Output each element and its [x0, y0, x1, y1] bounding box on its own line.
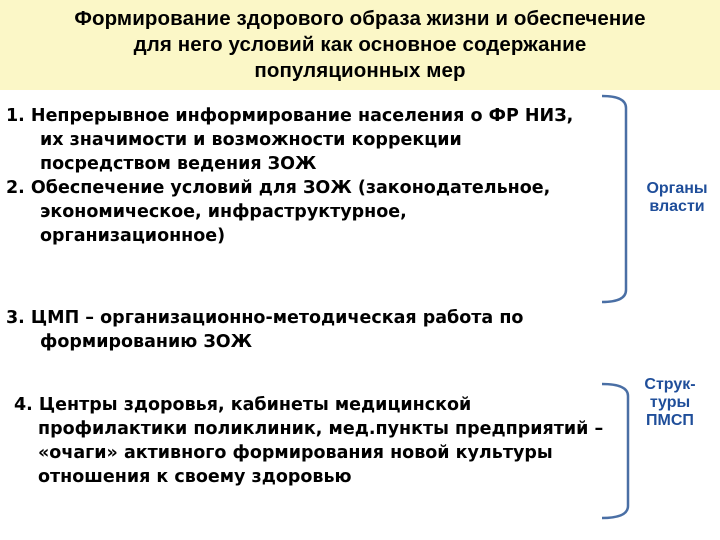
item-1-line-3: посредством ведения ЗОЖ	[40, 154, 317, 174]
authorities-label	[634, 180, 720, 216]
title-line-1: Формирование здорового образа жизни и обеспечение	[74, 7, 646, 30]
list-item-1	[6, 104, 573, 176]
list-item-2	[6, 176, 550, 248]
item-2-line-3: организационное)	[40, 226, 226, 246]
authorities-label-line-2: власти	[649, 198, 705, 215]
item-4-line-3: «очаги» активного формирования новой культуры	[38, 443, 553, 463]
item-4-line-4: отношения к своему здоровью	[38, 467, 352, 487]
list-item-3	[6, 306, 523, 354]
structures-label-line-2: туры	[649, 394, 691, 411]
structures-label-line-3: ПМСП	[646, 412, 694, 429]
list-item-4	[14, 393, 603, 489]
item-3-line-1: 3. ЦМП – организационно-методическая работа по	[6, 308, 524, 328]
title-line-2: для него условий как основное содержание	[133, 33, 587, 56]
item-1-line-1: 1. Непрерывное информирование населения о ФР НИЗ,	[6, 106, 574, 126]
item-4-line-2: профилактики поликлиник, мед.пункты предприятий –	[38, 419, 604, 439]
structures-label-line-1: Струк-	[644, 376, 696, 393]
structures-label	[630, 376, 710, 430]
title-box	[0, 0, 720, 90]
title-line-3: популяционных мер	[254, 59, 466, 82]
item-1-line-2: их значимости и возможности коррекции	[40, 130, 462, 150]
item-2-line-1: 2. Обеспечение условий для ЗОЖ (законодательное,	[6, 178, 551, 198]
authorities-label-line-1: Органы	[646, 180, 708, 197]
item-2-line-2: экономическое, инфраструктурное,	[40, 202, 407, 222]
item-3-line-2: формированию ЗОЖ	[40, 332, 253, 352]
item-4-line-1: 4. Центры здоровья, кабинеты медицинской	[14, 395, 472, 415]
